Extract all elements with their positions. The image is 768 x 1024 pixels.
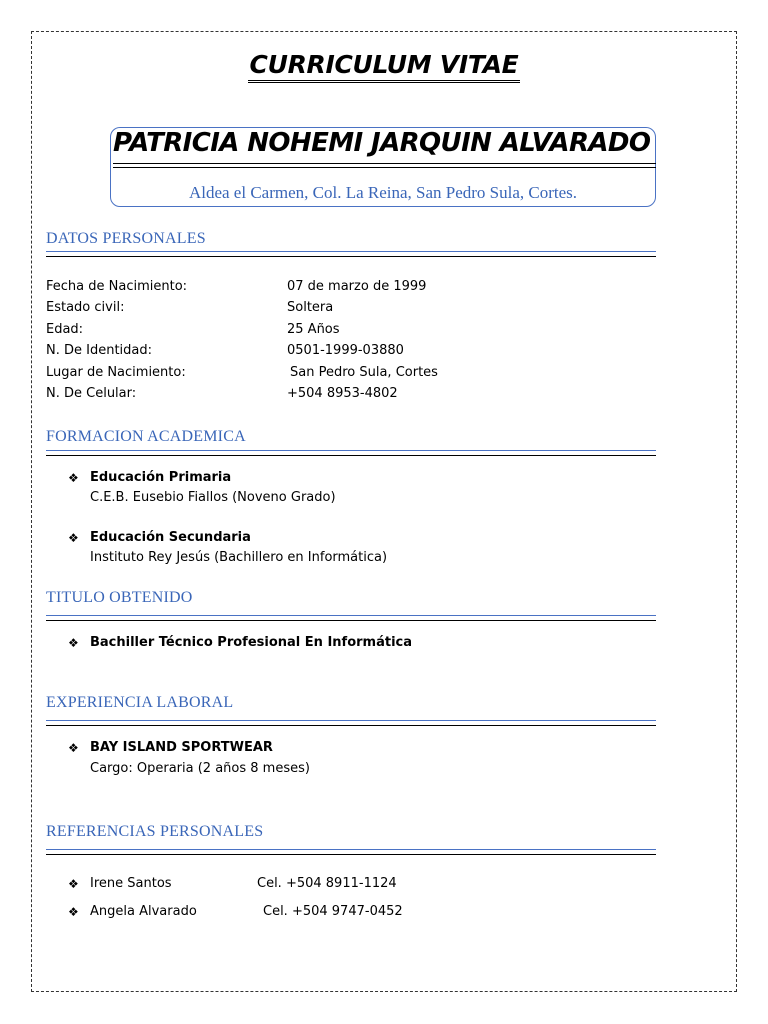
label-cellphone: N. De Celular: — [46, 386, 137, 401]
label-civil-status: Estado civil: — [46, 300, 125, 315]
education-title-secondary: Educación Secundaria — [90, 530, 251, 545]
value-age: 25 Años — [287, 322, 340, 337]
label-id-number: N. De Identidad: — [46, 343, 153, 358]
section-title-education: FORMACION ACADEMICA — [46, 428, 246, 445]
label-birth-place: Lugar de Nacimiento: — [46, 365, 186, 380]
degree-title: Bachiller Técnico Profesional En Informática — [90, 635, 412, 650]
education-title-primary: Educación Primaria — [90, 470, 232, 485]
value-id-number: 0501-1999-03880 — [287, 343, 404, 358]
bullet-icon: ❖ — [68, 636, 79, 650]
label-age: Edad: — [46, 322, 84, 337]
value-civil-status: Soltera — [287, 300, 334, 315]
name-underline — [113, 163, 656, 168]
reference-name: Angela Alvarado — [90, 904, 197, 919]
candidate-address: Aldea el Carmen, Col. La Reina, San Pedro Sula, Cortes. — [188, 183, 578, 202]
education-detail-secondary: Instituto Rey Jesús (Bachillero en Informática) — [90, 550, 388, 565]
document-title — [0, 50, 768, 83]
section-rule-education — [46, 450, 656, 456]
education-detail-primary: C.E.B. Eusebio Fiallos (Noveno Grado) — [90, 490, 336, 505]
label-birth-date: Fecha de Nacimiento: — [46, 279, 188, 294]
section-rule-references — [46, 849, 656, 855]
section-rule-experience — [46, 720, 656, 726]
section-rule-degree — [46, 615, 656, 621]
value-birth-place: San Pedro Sula, Cortes — [290, 365, 438, 380]
section-title-degree: TITULO OBTENIDO — [46, 589, 193, 606]
section-rule-personal — [46, 251, 656, 257]
section-title-experience: EXPERIENCIA LABORAL — [46, 694, 234, 711]
bullet-icon: ❖ — [68, 877, 79, 891]
value-cellphone: +504 8953-4802 — [287, 386, 398, 401]
reference-phone: Cel. +504 8911-1124 — [257, 876, 397, 891]
bullet-icon: ❖ — [68, 531, 79, 545]
section-title-personal: DATOS PERSONALES — [46, 230, 206, 247]
bullet-icon: ❖ — [68, 905, 79, 919]
experience-position: Cargo: Operaria (2 años 8 meses) — [90, 761, 310, 776]
candidate-name: PATRICIA NOHEMI JARQUIN ALVARADO — [113, 128, 651, 158]
reference-name: Irene Santos — [90, 876, 172, 891]
section-title-references: REFERENCIAS PERSONALES — [46, 823, 264, 840]
document-title-text: CURRICULUM VITAE — [248, 50, 521, 83]
bullet-icon: ❖ — [68, 471, 79, 485]
experience-company: BAY ISLAND SPORTWEAR — [90, 740, 273, 755]
bullet-icon: ❖ — [68, 741, 79, 755]
reference-phone: Cel. +504 9747-0452 — [263, 904, 403, 919]
value-birth-date: 07 de marzo de 1999 — [287, 279, 427, 294]
